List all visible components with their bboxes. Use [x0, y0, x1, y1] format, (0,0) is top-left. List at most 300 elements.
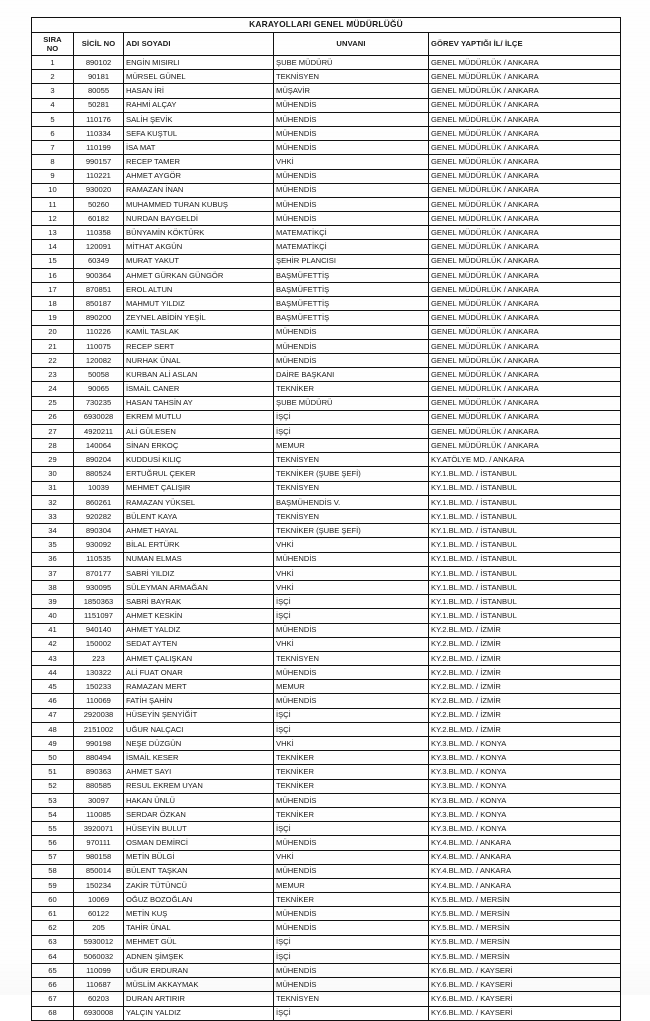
cell-sira-no: 25: [32, 396, 74, 410]
cell-sira-no: 29: [32, 453, 74, 467]
cell-gorev-yaptigi: GENEL MÜDÜRLÜK / ANKARA: [429, 410, 621, 424]
cell-unvani: ŞUBE MÜDÜRÜ: [274, 56, 429, 70]
cell-sira-no: 64: [32, 949, 74, 963]
cell-sira-no: 36: [32, 552, 74, 566]
cell-unvani: İŞÇİ: [274, 424, 429, 438]
cell-sicil-no: 930092: [74, 538, 124, 552]
table-row: [32, 339, 621, 353]
cell-sicil-no: 110221: [74, 169, 124, 183]
cell-adi-soyadi: AHMET HAYAL: [124, 524, 274, 538]
table-row: [32, 467, 621, 481]
cell-adi-soyadi: ENGİN MISIRLI: [124, 56, 274, 70]
cell-sira-no: 9: [32, 169, 74, 183]
cell-unvani: TEKNİSYEN: [274, 651, 429, 665]
cell-gorev-yaptigi: GENEL MÜDÜRLÜK / ANKARA: [429, 311, 621, 325]
cell-gorev-yaptigi: GENEL MÜDÜRLÜK / ANKARA: [429, 283, 621, 297]
cell-gorev-yaptigi: KY.2.BL.MD. / İZMİR: [429, 722, 621, 736]
cell-sira-no: 6: [32, 126, 74, 140]
cell-sicil-no: 730235: [74, 396, 124, 410]
cell-gorev-yaptigi: GENEL MÜDÜRLÜK / ANKARA: [429, 112, 621, 126]
cell-unvani: İŞÇİ: [274, 935, 429, 949]
table-row: [32, 268, 621, 282]
cell-sicil-no: 930020: [74, 183, 124, 197]
cell-sicil-no: 870177: [74, 566, 124, 580]
cell-gorev-yaptigi: GENEL MÜDÜRLÜK / ANKARA: [429, 325, 621, 339]
table-row: [32, 822, 621, 836]
table-row: [32, 580, 621, 594]
table-header: [32, 18, 621, 56]
cell-unvani: MÜHENDİS: [274, 339, 429, 353]
cell-unvani: VHKİ: [274, 850, 429, 864]
cell-sicil-no: 110075: [74, 339, 124, 353]
cell-sira-no: 4: [32, 98, 74, 112]
cell-sicil-no: 1151097: [74, 609, 124, 623]
cell-gorev-yaptigi: KY.1.BL.MD. / İSTANBUL: [429, 580, 621, 594]
personnel-table: [31, 17, 621, 1021]
cell-unvani: MEMUR: [274, 878, 429, 892]
table-row: [32, 311, 621, 325]
document-title-row: [32, 18, 621, 33]
table-row: [32, 595, 621, 609]
table-row: [32, 708, 621, 722]
cell-sira-no: 26: [32, 410, 74, 424]
cell-unvani: İŞÇİ: [274, 722, 429, 736]
table-row: [32, 992, 621, 1006]
cell-sicil-no: 880585: [74, 779, 124, 793]
cell-unvani: BAŞMÜFETTİŞ: [274, 283, 429, 297]
cell-sira-no: 62: [32, 921, 74, 935]
table-row: [32, 751, 621, 765]
cell-sicil-no: 110226: [74, 325, 124, 339]
table-row: [32, 623, 621, 637]
cell-unvani: MÜHENDİS: [274, 98, 429, 112]
cell-sira-no: 5: [32, 112, 74, 126]
table-row: [32, 325, 621, 339]
cell-sicil-no: 890304: [74, 524, 124, 538]
cell-sicil-no: 10069: [74, 893, 124, 907]
cell-sicil-no: 110176: [74, 112, 124, 126]
table-row: [32, 368, 621, 382]
table-row: [32, 978, 621, 992]
cell-unvani: BAŞMÜHENDİS V.: [274, 495, 429, 509]
cell-gorev-yaptigi: KY.3.BL.MD. / KONYA: [429, 793, 621, 807]
table-row: [32, 538, 621, 552]
cell-sicil-no: 223: [74, 651, 124, 665]
cell-sicil-no: 60182: [74, 212, 124, 226]
cell-sicil-no: 60349: [74, 254, 124, 268]
cell-sicil-no: 150002: [74, 637, 124, 651]
cell-adi-soyadi: BÜLENT TAŞKAN: [124, 864, 274, 878]
column-header-sira-no: [32, 33, 74, 56]
cell-sicil-no: 930095: [74, 580, 124, 594]
cell-sira-no: 34: [32, 524, 74, 538]
cell-adi-soyadi: NUMAN ELMAS: [124, 552, 274, 566]
cell-adi-soyadi: AHMET YALDIZ: [124, 623, 274, 637]
cell-adi-soyadi: AHMET GÜRKAN GÜNGÖR: [124, 268, 274, 282]
table-row: [32, 297, 621, 311]
cell-adi-soyadi: ZEYNEL ABİDİN YEŞİL: [124, 311, 274, 325]
cell-adi-soyadi: MAHMUT YILDIZ: [124, 297, 274, 311]
cell-unvani: ŞEHİR PLANCISI: [274, 254, 429, 268]
cell-sicil-no: 110199: [74, 141, 124, 155]
cell-unvani: TEKNİKER (ŞUBE ŞEFİ): [274, 467, 429, 481]
cell-adi-soyadi: KUDDUSİ KILIÇ: [124, 453, 274, 467]
cell-unvani: BAŞMÜFETTİŞ: [274, 311, 429, 325]
cell-sicil-no: 4920211: [74, 424, 124, 438]
cell-unvani: MÜHENDİS: [274, 921, 429, 935]
cell-adi-soyadi: RAMAZAN YÜKSEL: [124, 495, 274, 509]
cell-sicil-no: 970111: [74, 836, 124, 850]
cell-unvani: MEMUR: [274, 439, 429, 453]
cell-sira-no: 2: [32, 70, 74, 84]
cell-gorev-yaptigi: GENEL MÜDÜRLÜK / ANKARA: [429, 226, 621, 240]
cell-adi-soyadi: SÜLEYMAN ARMAĞAN: [124, 580, 274, 594]
table-row: [32, 112, 621, 126]
cell-gorev-yaptigi: KY.1.BL.MD. / İSTANBUL: [429, 467, 621, 481]
cell-sicil-no: 50281: [74, 98, 124, 112]
cell-sicil-no: 890102: [74, 56, 124, 70]
cell-sira-no: 56: [32, 836, 74, 850]
cell-sira-no: 55: [32, 822, 74, 836]
cell-unvani: MÜHENDİS: [274, 666, 429, 680]
cell-adi-soyadi: AHMET SAYI: [124, 765, 274, 779]
cell-sicil-no: 940140: [74, 623, 124, 637]
column-header-row: [32, 33, 621, 56]
cell-adi-soyadi: OĞUZ BOZOĞLAN: [124, 893, 274, 907]
cell-unvani: BAŞMÜFETTİŞ: [274, 268, 429, 282]
table-row: [32, 765, 621, 779]
cell-unvani: MÜHENDİS: [274, 212, 429, 226]
cell-adi-soyadi: UĞUR ERDURAN: [124, 964, 274, 978]
cell-unvani: TEKNİKER: [274, 751, 429, 765]
cell-sira-no: 65: [32, 964, 74, 978]
cell-adi-soyadi: BÜNYAMİN KÖKTÜRK: [124, 226, 274, 240]
cell-gorev-yaptigi: KY.2.BL.MD. / İZMİR: [429, 694, 621, 708]
cell-sira-no: 10: [32, 183, 74, 197]
cell-sicil-no: 900364: [74, 268, 124, 282]
cell-gorev-yaptigi: KY.1.BL.MD. / İSTANBUL: [429, 481, 621, 495]
table-row: [32, 283, 621, 297]
cell-sira-no: 41: [32, 623, 74, 637]
cell-gorev-yaptigi: KY.3.BL.MD. / KONYA: [429, 807, 621, 821]
cell-adi-soyadi: AHMET KESKİN: [124, 609, 274, 623]
cell-sira-no: 31: [32, 481, 74, 495]
personnel-table-container: [31, 17, 620, 1021]
cell-adi-soyadi: SERDAR ÖZKAN: [124, 807, 274, 821]
cell-unvani: VHKİ: [274, 580, 429, 594]
cell-sira-no: 35: [32, 538, 74, 552]
cell-gorev-yaptigi: KY.2.BL.MD. / İZMİR: [429, 623, 621, 637]
cell-adi-soyadi: MÜRSEL GÜNEL: [124, 70, 274, 84]
table-row: [32, 907, 621, 921]
cell-gorev-yaptigi: GENEL MÜDÜRLÜK / ANKARA: [429, 70, 621, 84]
cell-sira-no: 8: [32, 155, 74, 169]
table-row: [32, 70, 621, 84]
table-row: [32, 680, 621, 694]
table-row: [32, 254, 621, 268]
cell-gorev-yaptigi: GENEL MÜDÜRLÜK / ANKARA: [429, 197, 621, 211]
table-row: [32, 566, 621, 580]
cell-gorev-yaptigi: GENEL MÜDÜRLÜK / ANKARA: [429, 268, 621, 282]
cell-gorev-yaptigi: KY.2.BL.MD. / İZMİR: [429, 637, 621, 651]
cell-gorev-yaptigi: KY.4.BL.MD. / ANKARA: [429, 878, 621, 892]
cell-unvani: VHKİ: [274, 637, 429, 651]
cell-sira-no: 13: [32, 226, 74, 240]
cell-unvani: TEKNİSYEN: [274, 510, 429, 524]
cell-sicil-no: 850014: [74, 864, 124, 878]
cell-sira-no: 58: [32, 864, 74, 878]
cell-gorev-yaptigi: KY.5.BL.MD. / MERSİN: [429, 907, 621, 921]
cell-unvani: MÜHENDİS: [274, 694, 429, 708]
cell-sira-no: 39: [32, 595, 74, 609]
cell-sira-no: 46: [32, 694, 74, 708]
cell-gorev-yaptigi: KY.1.BL.MD. / İSTANBUL: [429, 524, 621, 538]
cell-sira-no: 1: [32, 56, 74, 70]
cell-unvani: TEKNİKER: [274, 779, 429, 793]
cell-adi-soyadi: SEDAT AYTEN: [124, 637, 274, 651]
cell-unvani: MÜHENDİS: [274, 183, 429, 197]
cell-sira-no: 61: [32, 907, 74, 921]
cell-adi-soyadi: SABRİ BAYRAK: [124, 595, 274, 609]
cell-sira-no: 60: [32, 893, 74, 907]
cell-gorev-yaptigi: KY.4.BL.MD. / ANKARA: [429, 864, 621, 878]
table-row: [32, 935, 621, 949]
cell-sira-no: 54: [32, 807, 74, 821]
cell-unvani: MÜHENDİS: [274, 836, 429, 850]
table-row: [32, 126, 621, 140]
cell-sicil-no: 890200: [74, 311, 124, 325]
cell-unvani: İŞÇİ: [274, 609, 429, 623]
cell-gorev-yaptigi: KY.2.BL.MD. / İZMİR: [429, 708, 621, 722]
cell-gorev-yaptigi: GENEL MÜDÜRLÜK / ANKARA: [429, 183, 621, 197]
table-row: [32, 722, 621, 736]
cell-adi-soyadi: HÜSEYİN ŞENYİĞİT: [124, 708, 274, 722]
cell-gorev-yaptigi: KY.1.BL.MD. / İSTANBUL: [429, 595, 621, 609]
cell-sicil-no: 6930028: [74, 410, 124, 424]
cell-sira-no: 42: [32, 637, 74, 651]
cell-unvani: VHKİ: [274, 538, 429, 552]
cell-gorev-yaptigi: KY.1.BL.MD. / İSTANBUL: [429, 552, 621, 566]
column-header-sira-line1: SIRA: [43, 34, 62, 44]
cell-unvani: İŞÇİ: [274, 1006, 429, 1020]
cell-sira-no: 37: [32, 566, 74, 580]
cell-adi-soyadi: DURAN ARTIRIR: [124, 992, 274, 1006]
cell-adi-soyadi: İSMAİL CANER: [124, 382, 274, 396]
cell-adi-soyadi: YALÇIN YALDIZ: [124, 1006, 274, 1020]
cell-sira-no: 20: [32, 325, 74, 339]
cell-sira-no: 43: [32, 651, 74, 665]
cell-sicil-no: 90065: [74, 382, 124, 396]
cell-sicil-no: 2151002: [74, 722, 124, 736]
cell-sicil-no: 10039: [74, 481, 124, 495]
cell-sicil-no: 120082: [74, 353, 124, 367]
cell-adi-soyadi: MUHAMMED TURAN KUBUŞ: [124, 197, 274, 211]
cell-unvani: VHKİ: [274, 155, 429, 169]
cell-adi-soyadi: SABRİ YILDIZ: [124, 566, 274, 580]
table-row: [32, 949, 621, 963]
cell-gorev-yaptigi: GENEL MÜDÜRLÜK / ANKARA: [429, 254, 621, 268]
cell-sicil-no: 60122: [74, 907, 124, 921]
cell-gorev-yaptigi: KY.6.BL.MD. / KAYSERİ: [429, 964, 621, 978]
cell-unvani: MÜHENDİS: [274, 141, 429, 155]
table-row: [32, 84, 621, 98]
cell-sira-no: 40: [32, 609, 74, 623]
cell-gorev-yaptigi: GENEL MÜDÜRLÜK / ANKARA: [429, 439, 621, 453]
table-row: [32, 169, 621, 183]
cell-gorev-yaptigi: KY.3.BL.MD. / KONYA: [429, 822, 621, 836]
cell-unvani: İŞÇİ: [274, 822, 429, 836]
cell-sira-no: 59: [32, 878, 74, 892]
cell-sicil-no: 2920038: [74, 708, 124, 722]
cell-gorev-yaptigi: KY.5.BL.MD. / MERSİN: [429, 935, 621, 949]
cell-sicil-no: 5060032: [74, 949, 124, 963]
cell-sicil-no: 980158: [74, 850, 124, 864]
cell-gorev-yaptigi: GENEL MÜDÜRLÜK / ANKARA: [429, 155, 621, 169]
cell-adi-soyadi: UĞUR NALÇACI: [124, 722, 274, 736]
cell-adi-soyadi: EKREM MUTLU: [124, 410, 274, 424]
cell-sicil-no: 990157: [74, 155, 124, 169]
table-row: [32, 552, 621, 566]
cell-adi-soyadi: RECEP SERT: [124, 339, 274, 353]
cell-sicil-no: 90181: [74, 70, 124, 84]
cell-unvani: MATEMATİKÇİ: [274, 226, 429, 240]
cell-sira-no: 49: [32, 737, 74, 751]
cell-unvani: MEMUR: [274, 680, 429, 694]
cell-adi-soyadi: BÜLENT KAYA: [124, 510, 274, 524]
cell-gorev-yaptigi: KY.2.BL.MD. / İZMİR: [429, 666, 621, 680]
cell-gorev-yaptigi: KY.1.BL.MD. / İSTANBUL: [429, 510, 621, 524]
cell-unvani: İŞÇİ: [274, 410, 429, 424]
cell-sira-no: 50: [32, 751, 74, 765]
cell-unvani: İŞÇİ: [274, 595, 429, 609]
cell-sicil-no: 120091: [74, 240, 124, 254]
cell-adi-soyadi: ALİ FUAT ONAR: [124, 666, 274, 680]
cell-gorev-yaptigi: KY.4.BL.MD. / ANKARA: [429, 836, 621, 850]
cell-sicil-no: 890363: [74, 765, 124, 779]
cell-sicil-no: 110687: [74, 978, 124, 992]
table-row: [32, 453, 621, 467]
cell-adi-soyadi: MEHMET GÜL: [124, 935, 274, 949]
cell-gorev-yaptigi: KY.5.BL.MD. / MERSİN: [429, 949, 621, 963]
table-row: [32, 836, 621, 850]
cell-adi-soyadi: HÜSEYİN BULUT: [124, 822, 274, 836]
cell-sicil-no: 140064: [74, 439, 124, 453]
table-row: [32, 410, 621, 424]
cell-sicil-no: 860261: [74, 495, 124, 509]
cell-sira-no: 66: [32, 978, 74, 992]
table-row: [32, 793, 621, 807]
cell-gorev-yaptigi: GENEL MÜDÜRLÜK / ANKARA: [429, 240, 621, 254]
cell-adi-soyadi: SALİH ŞEVİK: [124, 112, 274, 126]
cell-adi-soyadi: KAMİL TASLAK: [124, 325, 274, 339]
cell-sira-no: 16: [32, 268, 74, 282]
cell-unvani: TEKNİSYEN: [274, 453, 429, 467]
cell-adi-soyadi: RECEP TAMER: [124, 155, 274, 169]
cell-sira-no: 28: [32, 439, 74, 453]
cell-adi-soyadi: RAHMİ ALÇAY: [124, 98, 274, 112]
cell-sira-no: 32: [32, 495, 74, 509]
cell-unvani: TEKNİSYEN: [274, 481, 429, 495]
cell-unvani: MÜHENDİS: [274, 112, 429, 126]
cell-adi-soyadi: RAMAZAN MERT: [124, 680, 274, 694]
cell-gorev-yaptigi: GENEL MÜDÜRLÜK / ANKARA: [429, 368, 621, 382]
cell-adi-soyadi: METİN BÜLGİ: [124, 850, 274, 864]
cell-adi-soyadi: FATİH ŞAHİN: [124, 694, 274, 708]
cell-sira-no: 23: [32, 368, 74, 382]
table-row: [32, 779, 621, 793]
column-header-adi-soyadi: ADI SOYADI: [124, 33, 274, 56]
cell-sira-no: 52: [32, 779, 74, 793]
cell-sira-no: 30: [32, 467, 74, 481]
table-row: [32, 807, 621, 821]
table-row: [32, 694, 621, 708]
cell-adi-soyadi: AHMET AYGÖR: [124, 169, 274, 183]
cell-adi-soyadi: METİN KUŞ: [124, 907, 274, 921]
cell-sira-no: 47: [32, 708, 74, 722]
table-row: [32, 98, 621, 112]
cell-sicil-no: 890204: [74, 453, 124, 467]
table-row: [32, 637, 621, 651]
cell-adi-soyadi: HASAN TAHSİN AY: [124, 396, 274, 410]
column-header-sira-line2: NO: [46, 44, 59, 53]
cell-sicil-no: 150233: [74, 680, 124, 694]
cell-unvani: MÜHENDİS: [274, 864, 429, 878]
cell-adi-soyadi: İSA MAT: [124, 141, 274, 155]
cell-sira-no: 22: [32, 353, 74, 367]
table-row: [32, 424, 621, 438]
table-row: [32, 964, 621, 978]
cell-unvani: TEKNİKER: [274, 807, 429, 821]
table-row: [32, 197, 621, 211]
table-row: [32, 155, 621, 169]
cell-sicil-no: 150234: [74, 878, 124, 892]
cell-sicil-no: 110099: [74, 964, 124, 978]
cell-adi-soyadi: ERTUĞRUL ÇEKER: [124, 467, 274, 481]
cell-gorev-yaptigi: KY.3.BL.MD. / KONYA: [429, 779, 621, 793]
cell-adi-soyadi: MURAT YAKUT: [124, 254, 274, 268]
cell-sicil-no: 990198: [74, 737, 124, 751]
cell-gorev-yaptigi: GENEL MÜDÜRLÜK / ANKARA: [429, 98, 621, 112]
cell-unvani: MÜŞAVİR: [274, 84, 429, 98]
table-row: [32, 481, 621, 495]
cell-gorev-yaptigi: GENEL MÜDÜRLÜK / ANKARA: [429, 84, 621, 98]
cell-gorev-yaptigi: GENEL MÜDÜRLÜK / ANKARA: [429, 56, 621, 70]
table-row: [32, 495, 621, 509]
cell-gorev-yaptigi: GENEL MÜDÜRLÜK / ANKARA: [429, 382, 621, 396]
column-header-sicil-no: SİCİL NO: [74, 33, 124, 56]
cell-sira-no: 17: [32, 283, 74, 297]
cell-unvani: MÜHENDİS: [274, 126, 429, 140]
cell-sicil-no: 130322: [74, 666, 124, 680]
cell-gorev-yaptigi: GENEL MÜDÜRLÜK / ANKARA: [429, 297, 621, 311]
cell-unvani: MÜHENDİS: [274, 169, 429, 183]
cell-sira-no: 45: [32, 680, 74, 694]
cell-gorev-yaptigi: GENEL MÜDÜRLÜK / ANKARA: [429, 353, 621, 367]
cell-sira-no: 68: [32, 1006, 74, 1020]
cell-unvani: MÜHENDİS: [274, 907, 429, 921]
cell-unvani: BAŞMÜFETTİŞ: [274, 297, 429, 311]
cell-sira-no: 24: [32, 382, 74, 396]
cell-unvani: VHKİ: [274, 737, 429, 751]
table-row: [32, 1006, 621, 1020]
cell-adi-soyadi: NURHAK ÜNAL: [124, 353, 274, 367]
cell-gorev-yaptigi: KY.1.BL.MD. / İSTANBUL: [429, 538, 621, 552]
cell-gorev-yaptigi: KY.3.BL.MD. / KONYA: [429, 765, 621, 779]
cell-unvani: MÜHENDİS: [274, 353, 429, 367]
cell-gorev-yaptigi: KY.3.BL.MD. / KONYA: [429, 737, 621, 751]
cell-sicil-no: 870851: [74, 283, 124, 297]
cell-sira-no: 3: [32, 84, 74, 98]
